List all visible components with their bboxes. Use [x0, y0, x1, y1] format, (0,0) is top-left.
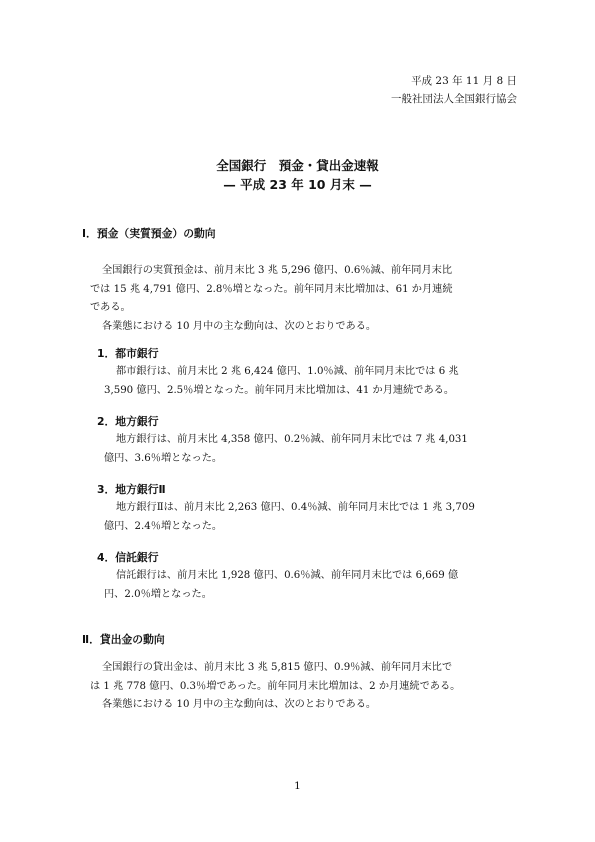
paragraph-line: 信託銀行は、前月末比 1,928 億円、0.6％減、前年同月末比では 6,669 億: [116, 570, 459, 581]
subsection-2-body: [104, 431, 520, 468]
section-2-heading: Ⅱ．貸出金の動向: [82, 633, 165, 646]
paragraph-line: 各業態における 10 月中の主な動向は、次のとおりである。: [102, 320, 377, 332]
subsection-4-body: [104, 567, 520, 604]
subsection-1-body: [104, 363, 520, 400]
section-1-heading: Ⅰ．預金（実質預金）の動向: [82, 227, 216, 240]
issuing-organization: 一般社団法人全国銀行協会: [391, 93, 517, 105]
paragraph-line: 都市銀行は、前月末比 2 兆 6,424 億円、1.0％減、前年同月末比では 6 兆: [116, 366, 459, 377]
paragraph-line: である。: [90, 302, 131, 313]
paragraph-line: 全国銀行の実質預金は、前月末比 3 兆 5,296 億円、0.6％減、前年同月末比: [102, 265, 453, 276]
title-line-2: — 平成 23 年 10 月末 —: [223, 177, 372, 192]
paragraph-line: 地方銀行Ⅱは、前月末比 2,263 億円、0.4％減、前年同月末比では 1 兆 3,709: [116, 502, 475, 513]
paragraph-line: 億円、2.4％増となった。: [104, 520, 223, 532]
paragraph-line: 億円、3.6％増となった。: [104, 452, 223, 464]
section-2-intro: [90, 659, 520, 715]
paragraph-line: 各業態における 10 月中の主な動向は、次のとおりである。: [102, 699, 377, 710]
subsection-1-heading: 1．都市銀行: [97, 347, 159, 360]
document-header: [391, 72, 517, 108]
subsection-3-heading: 3．地方銀行Ⅱ: [97, 483, 166, 496]
issue-date: 平成 23 年 11 月 8 日: [411, 75, 517, 87]
paragraph-line: 円、2.0％増となった。: [104, 588, 212, 600]
subsection-3-body: [104, 499, 520, 536]
title-line-1: 全国銀行 預金・貸出金速報: [216, 158, 379, 173]
paragraph-line: 3,590 億円、2.5％増となった。前年同月末比増加は、41 か月連続である。: [104, 384, 455, 396]
paragraph-line: 地方銀行は、前月末比 4,358 億円、0.2％減、前年同月末比では 7 兆 4,031: [116, 434, 468, 445]
page-number: 1: [294, 780, 301, 792]
document-title: [0, 156, 595, 194]
section-1-intro: [90, 262, 520, 336]
subsection-4-heading: 4．信託銀行: [97, 551, 159, 564]
paragraph-line: では 15 兆 4,791 億円、2.8％増となった。前年同月末比増加は、61 か月連続: [90, 283, 453, 295]
paragraph-line: は 1 兆 778 億円、0.3％増であった。前年同月末比増加は、2 か月連続である。: [90, 680, 461, 692]
paragraph-line: 全国銀行の貸出金は、前月末比 3 兆 5,815 億円、0.9％減、前年同月末比で: [102, 662, 453, 673]
subsection-2-heading: 2．地方銀行: [97, 415, 159, 428]
